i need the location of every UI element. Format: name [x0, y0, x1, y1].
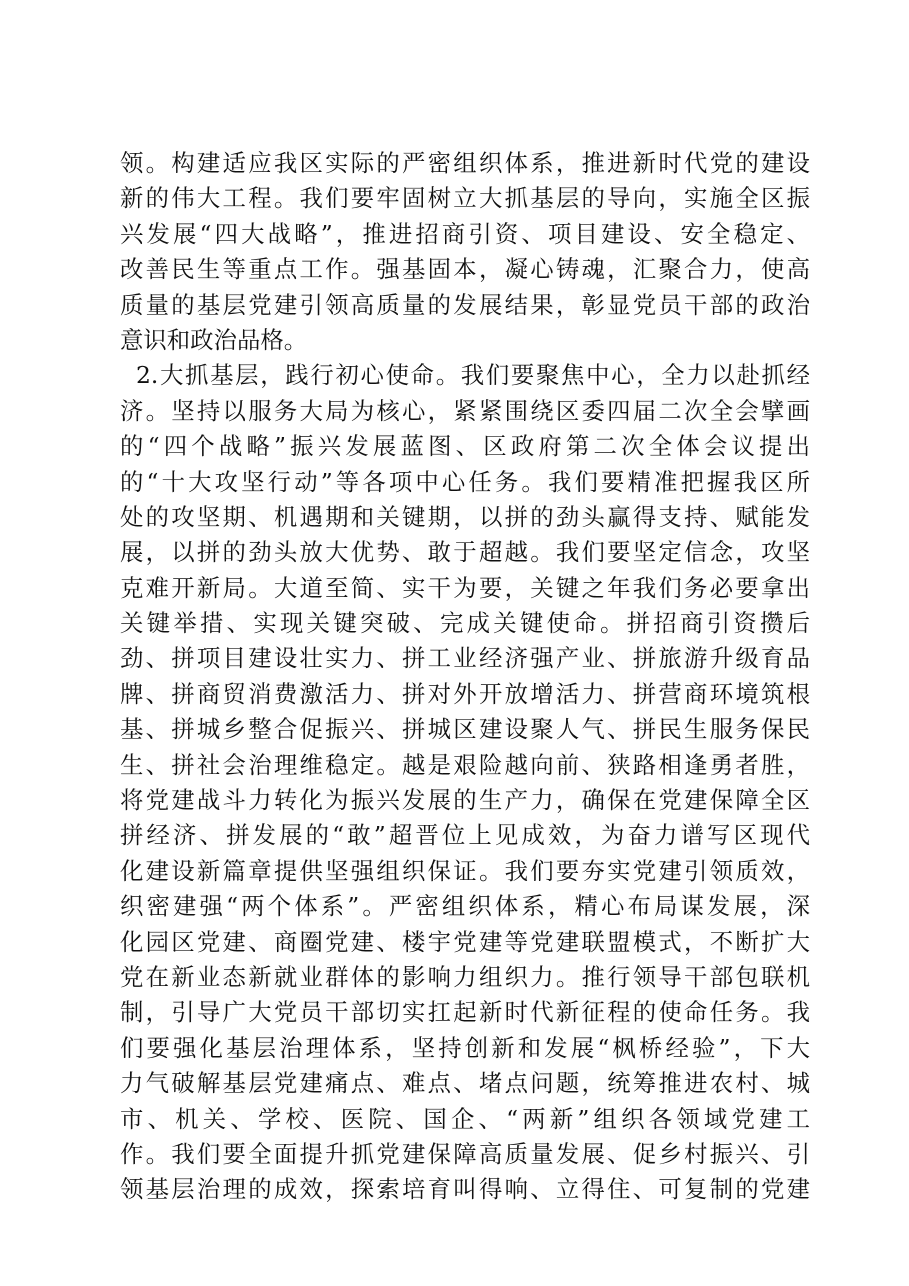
text-line: 作。我们要全面提升抓党建保障高质量发展、促乡村振兴、引	[120, 1139, 810, 1168]
text-line: 制，引导广大党员干部切实扛起新时代新征程的使命任务。我	[120, 998, 810, 1027]
text-line: 展，以拼的劲头放大优势、敢于超越。我们要坚定信念，攻坚	[120, 538, 810, 567]
text-line: 克难开新局。大道至简、实干为要，关键之年我们务必要拿出	[120, 573, 810, 602]
text-line: 拼经济、拼发展的“敢”超晋位上见成效，为奋力谱写区现代	[120, 821, 810, 850]
text-line: 基、拼城乡整合促振兴、拼城区建设聚人气、拼民生服务保民	[120, 715, 810, 744]
text-line: 织密建强“两个体系”。严密组织体系，精心布局谋发展，深	[120, 892, 810, 921]
text-line: 党在新业态新就业群体的影响力组织力。推行领导干部包联机	[120, 962, 810, 991]
text-line: 化园区党建、商圈党建、楼宇党建等党建联盟模式，不断扩大	[120, 927, 810, 956]
text-line: 领基层治理的成效，探索培育叫得响、立得住、可复制的党建	[120, 1175, 810, 1204]
text-line: 市、机关、学校、医院、国企、“两新”组织各领域党建工	[120, 1104, 810, 1133]
text-line: 意识和政治品格。	[120, 325, 308, 354]
body-text	[120, 146, 810, 1208]
text-line: 关键举措、实现关键突破、完成关键使命。拼招商引资攒后	[120, 609, 810, 638]
paragraph-2-first-line: 2.大抓基层，践行初心使命。我们要聚焦中心，全力以赴抓经	[136, 361, 810, 390]
text-line: 劲、拼项目建设壮实力、拼工业经济强产业、拼旅游升级育品	[120, 644, 810, 673]
text-line: 新的伟大工程。我们要牢固树立大抓基层的导向，实施全区振	[120, 184, 810, 213]
text-line: 济。坚持以服务大局为核心，紧紧围绕区委四届二次全会擘画	[120, 396, 810, 425]
text-line: 兴发展“四大战略”，推进招商引资、项目建设、安全稳定、	[120, 219, 810, 248]
text-line: 牌、拼商贸消费激活力、拼对外开放增活力、拼营商环境筑根	[120, 679, 810, 708]
text-line: 们要强化基层治理体系，坚持创新和发展“枫桥经验”，下大	[120, 1033, 810, 1062]
text-line: 的“十大攻坚行动”等各项中心任务。我们要精准把握我区所	[120, 467, 810, 496]
text-line: 质量的基层党建引领高质量的发展结果，彰显党员干部的政治	[120, 290, 810, 319]
text-line: 力气破解基层党建痛点、难点、堵点问题，统筹推进农村、城	[120, 1069, 810, 1098]
text-line: 处的攻坚期、机遇期和关键期，以拼的劲头赢得支持、赋能发	[120, 502, 810, 531]
text-line: 改善民生等重点工作。强基固本，凝心铸魂，汇聚合力，使高	[120, 255, 810, 284]
text-line: 将党建战斗力转化为振兴发展的生产力，确保在党建保障全区	[120, 786, 810, 815]
text-line: 的“四个战略”振兴发展蓝图、区政府第二次全体会议提出	[120, 432, 810, 461]
text-line: 领。构建适应我区实际的严密组织体系，推进新时代党的建设	[120, 149, 810, 177]
text-line: 化建设新篇章提供坚强组织保证。我们要夯实党建引领质效，	[120, 856, 810, 885]
text-line: 生、拼社会治理维稳定。越是艰险越向前、狭路相逢勇者胜，	[120, 750, 810, 779]
